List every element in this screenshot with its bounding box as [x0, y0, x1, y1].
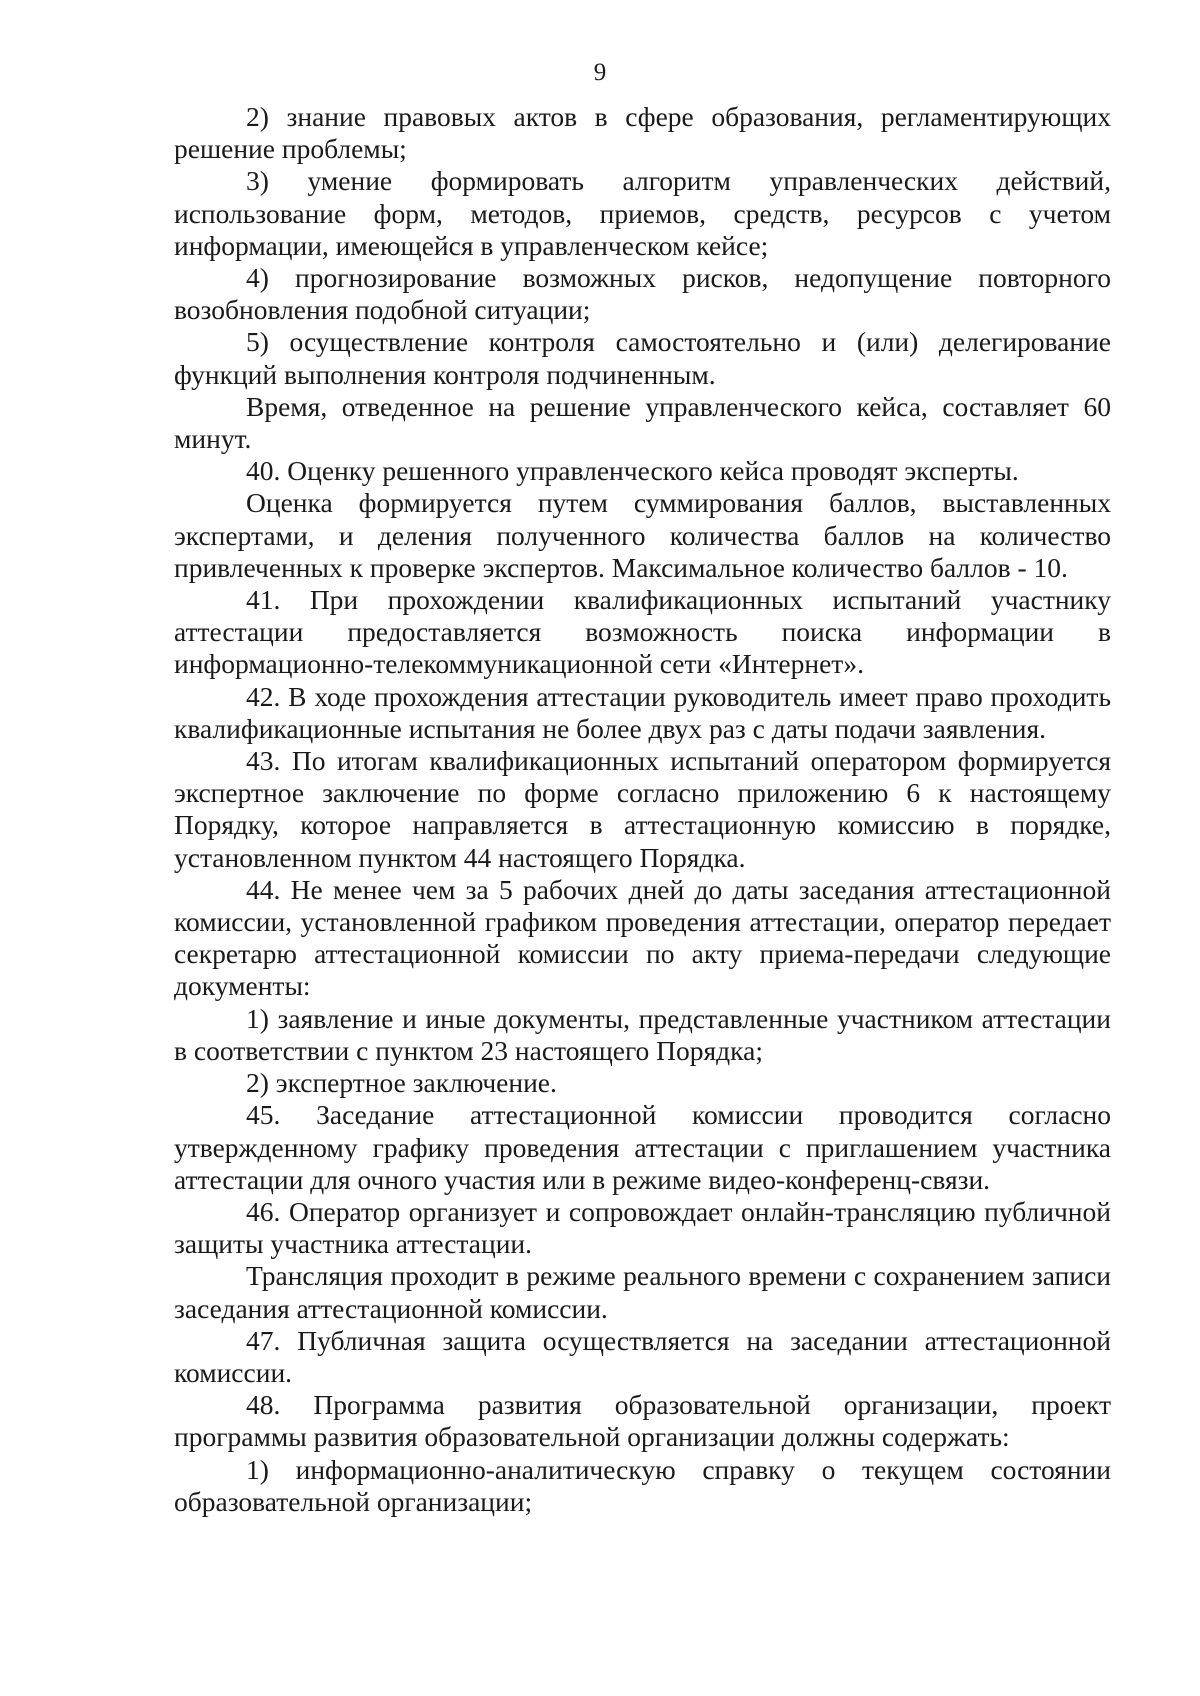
page-number: 9 [593, 59, 607, 86]
paragraph: 46. Оператор организует и сопровождает онлайн-трансляцию публичной защиты участника аттестации. [174, 1195, 1111, 1260]
paragraph: 2) знание правовых актов в сфере образования, регламентирующих решение проблемы; [174, 101, 1111, 165]
paragraph: 41. При прохождении квалификационных испытаний участнику аттестации предоставляется возможность поиска информации в информационно-телекоммуникационной сети «Интернет». [174, 584, 1111, 680]
paragraph: 47. Публичная защита осуществляется на заседании аттестационной комиссии. [174, 1324, 1111, 1388]
paragraph: 1) заявление и иные документы, представленные участником аттестации в соответствии с пунктом 23 настоящего Порядка; [174, 1002, 1111, 1066]
paragraph: 43. По итогам квалификационных испытаний оператором формируется экспертное заключение по форме согласно приложению 6 к настоящему Порядку, которое направляется в аттестационную комиссию в порядке, установленном пунктом 44 настоящего Порядка. [174, 745, 1111, 873]
paragraph: 3) умение формировать алгоритм управленческих действий, использование форм, методов, приемов, средств, ресурсов с учетом информации, имеющейся в управленческом кейсе; [174, 165, 1111, 261]
paragraph: 44. Не менее чем за 5 рабочих дней до даты заседания аттестационной комиссии, установленной графиком проведения аттестации, оператор передает секретарю аттестационной комиссии по акту приема-передачи следующие документы: [174, 873, 1111, 1002]
paragraph: Трансляция проходит в режиме реального времени с сохранением записи заседания аттестационной комиссии. [174, 1260, 1111, 1324]
paragraph: 48. Программа развития образовательной организации, проект программы развития образовательной организации должны содержать: [174, 1389, 1111, 1453]
paragraph: 5) осуществление контроля самостоятельно и (или) делегирование функций выполнения контроля подчиненным. [174, 326, 1111, 390]
paragraph: 40. Оценку решенного управленческого кейса проводят эксперты. [246, 455, 1019, 487]
paragraph: 1) информационно-аналитическую справку о текущем состоянии образовательной организации; [174, 1453, 1111, 1517]
paragraph: Оценка формируется путем суммирования баллов, выставленных экспертами, и деления полученного количества баллов на количество привлеченных к проверке экспертов. Максимальное количество баллов - 10. [174, 487, 1111, 583]
paragraph: 4) прогнозирование возможных рисков, недопущение повторного возобновления подобной ситуации; [174, 262, 1111, 326]
paragraph: 42. В ходе прохождения аттестации руководитель имеет право проходить квалификационные испытания не более двух раз с даты подачи заявления. [174, 680, 1111, 744]
paragraph: Время, отведенное на решение управленческого кейса, составляет 60 минут. [174, 390, 1111, 455]
paragraph: 2) экспертное заключение. [246, 1067, 557, 1099]
paragraph: 45. Заседание аттестационной комиссии проводится согласно утвержденному графику проведения аттестации с приглашением участника аттестации для очного участия или в режиме видео-конференц-связи. [174, 1099, 1111, 1195]
document-body [174, 101, 1111, 1518]
